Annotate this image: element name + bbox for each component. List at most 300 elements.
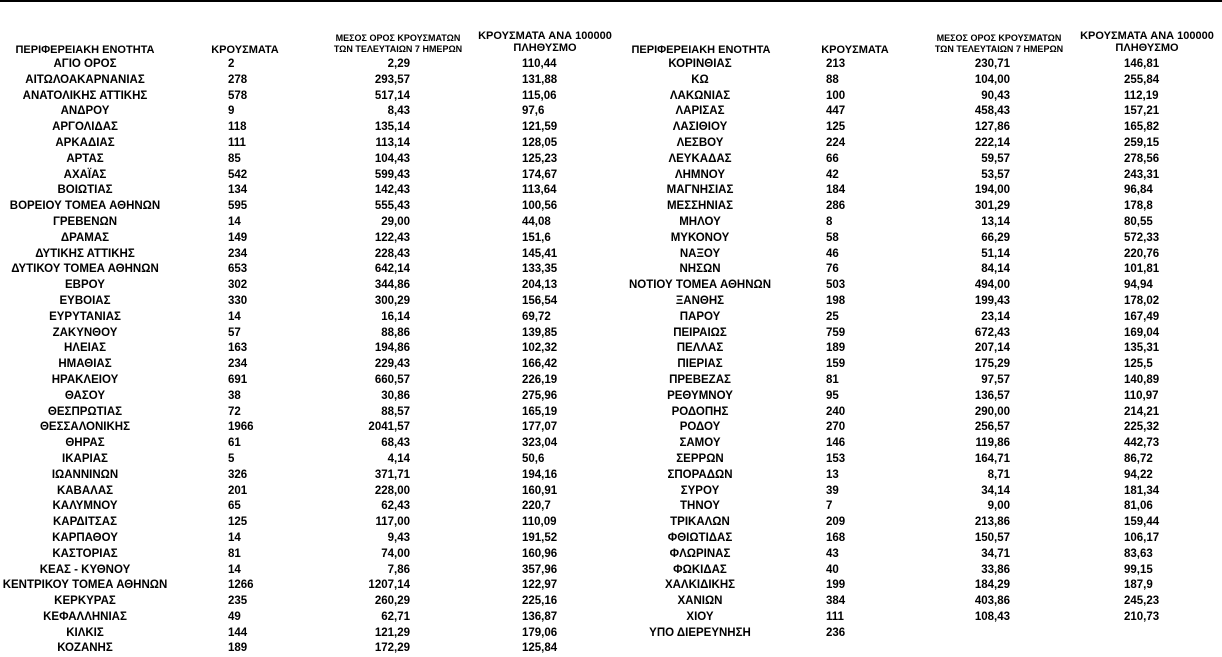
table-row (0, 183, 612, 199)
rate-cell: 226,19 (522, 373, 558, 386)
rate-cell: 106,17 (1124, 531, 1160, 544)
table-row (612, 136, 1222, 152)
cases-cell: 14 (228, 215, 241, 228)
region-cell: ΤΗΝΟΥ (680, 500, 720, 513)
table-row (612, 247, 1222, 263)
cases-cell: 100 (826, 89, 846, 102)
avg-cell: 672,43 (974, 326, 1010, 339)
region-cell: ΜΗΛΟΥ (679, 215, 721, 228)
rate-cell: 86,72 (1124, 452, 1153, 465)
rate-cell: 572,33 (1124, 231, 1160, 244)
avg-cell: 403,86 (974, 595, 1010, 608)
cases-cell: 1966 (228, 421, 254, 434)
avg-cell: 62,43 (381, 500, 410, 513)
rate-cell: 191,52 (522, 531, 558, 544)
region-cell: ΣΥΡΟΥ (680, 484, 720, 497)
region-cell: ΚΩ (691, 73, 709, 86)
avg-cell: 175,29 (974, 358, 1010, 371)
avg-cell: 213,86 (974, 516, 1010, 529)
avg-cell: 172,29 (374, 642, 410, 655)
table-row (0, 389, 612, 405)
rate-cell: 140,89 (1124, 373, 1160, 386)
cases-cell: 384 (826, 595, 846, 608)
avg-cell: 9,00 (987, 500, 1010, 513)
header-avg-line1: ΜΕΣΟΣ ΟΡΟΣ ΚΡΟΥΣΜΑΤΩΝ (936, 33, 1062, 43)
rate-cell: 115,06 (522, 89, 557, 102)
rate-cell: 181,34 (1124, 484, 1160, 497)
avg-cell: 150,57 (974, 531, 1010, 544)
cases-cell: 9 (228, 105, 235, 118)
rate-cell: 113,64 (522, 184, 557, 197)
table-row (0, 231, 612, 247)
table-row (0, 405, 612, 421)
rate-cell: 255,84 (1124, 73, 1160, 86)
region-cell: ΠΑΡΟΥ (679, 310, 721, 323)
avg-cell: 136,57 (974, 389, 1010, 402)
table-row (0, 420, 612, 436)
cases-cell: 240 (826, 405, 846, 418)
cases-cell: 43 (826, 547, 839, 560)
avg-cell: 293,57 (374, 73, 410, 86)
rate-cell: 323,04 (522, 437, 558, 450)
avg-cell: 228,00 (374, 484, 410, 497)
cases-cell: 213 (826, 58, 846, 70)
cases-cell: 447 (826, 105, 846, 118)
cases-cell: 189 (826, 342, 846, 355)
region-cell: ΧΑΝΙΩΝ (677, 595, 723, 608)
rate-cell: 169,04 (1124, 326, 1160, 339)
cases-cell: 201 (228, 484, 248, 497)
right-table (612, 0, 1222, 656)
header-rate-line2: ΠΛΗΘΥΣΜΟ (513, 42, 577, 54)
rate-cell: 145,41 (522, 247, 558, 260)
cases-cell: 111 (228, 136, 246, 149)
region-cell: ΤΡΙΚΑΛΩΝ (670, 516, 730, 529)
avg-cell: 97,57 (981, 373, 1010, 386)
rate-cell: 110,09 (522, 516, 557, 529)
table-row (612, 104, 1222, 120)
avg-cell: 300,29 (374, 294, 410, 307)
region-cell: ΗΛΕΙΑΣ (63, 342, 107, 355)
table-row (612, 183, 1222, 199)
region-cell: ΚΑΣΤΟΡΙΑΣ (52, 547, 118, 560)
region-cell: ΝΑΞΟΥ (679, 247, 721, 260)
rate-cell: 278,56 (1124, 152, 1160, 165)
table-row (612, 484, 1222, 500)
region-cell: ΑΓΙΟ ΟΡΟΣ (53, 58, 117, 70)
cases-cell: 144 (228, 626, 248, 639)
avg-cell: 30,86 (381, 389, 410, 402)
avg-cell: 344,86 (374, 279, 410, 292)
cases-cell: 125 (826, 121, 846, 134)
avg-cell: 184,29 (974, 579, 1010, 592)
header-avg (318, 33, 478, 55)
rate-cell: 220,76 (1124, 247, 1160, 260)
region-cell: ΜΕΣΣΗΝΙΑΣ (666, 200, 734, 213)
region-cell: ΚΕΦΑΛΛΗΝΙΑΣ (43, 610, 127, 623)
header-region: ΠΕΡΙΦΕΡΕΙΑΚΗ ΕΝΟΤΗΤΑ (631, 44, 771, 56)
cases-cell: 42 (826, 168, 839, 181)
region-cell: ΝΟΤΙΟΥ ΤΟΜΕΑ ΑΘΗΝΩΝ (628, 279, 772, 292)
region-cell: ΛΕΣΒΟΥ (676, 136, 724, 149)
region-cell: ΠΙΕΡΙΑΣ (677, 358, 723, 371)
rate-cell: 167,49 (1124, 310, 1160, 323)
table-row (612, 73, 1222, 89)
avg-cell: 135,14 (374, 121, 410, 134)
table-row (0, 262, 612, 278)
avg-cell: 207,14 (974, 342, 1010, 355)
rate-cell: 275,96 (522, 389, 558, 402)
avg-cell: 301,29 (974, 200, 1010, 213)
region-cell: ΣΠΟΡΑΔΩΝ (667, 468, 733, 481)
cases-cell: 184 (826, 184, 846, 197)
rate-cell: 357,96 (522, 563, 558, 576)
cases-cell: 286 (826, 200, 846, 213)
cases-cell: 542 (228, 168, 248, 181)
table-row (612, 499, 1222, 515)
region-cell: ΘΕΣΣΑΛΟΝΙΚΗΣ (39, 421, 131, 434)
region-cell: ΡΟΔΟΠΗΣ (671, 405, 729, 418)
cases-cell: 81 (228, 547, 241, 560)
rate-cell: 178,8 (1124, 200, 1153, 213)
table-row (612, 341, 1222, 357)
rate-cell: 225,16 (522, 595, 558, 608)
cases-cell: 40 (826, 563, 839, 576)
rate-cell: 128,05 (522, 136, 558, 149)
avg-cell: 7,86 (387, 563, 410, 576)
cases-cell: 14 (228, 310, 241, 323)
header-rate-line1: ΚΡΟΥΣΜΑΤΑ ΑΝΑ 100000 (478, 30, 612, 42)
region-cell: ΒΟΡΕΙΟΥ ΤΟΜΕΑ ΑΘΗΝΩΝ (9, 200, 161, 213)
cases-cell: 58 (826, 231, 839, 244)
rate-cell: 156,54 (522, 294, 558, 307)
right-table-body (612, 57, 1222, 641)
table-row (612, 389, 1222, 405)
table-row (612, 626, 1222, 642)
rate-cell: 210,73 (1124, 610, 1160, 623)
avg-cell: 194,00 (974, 184, 1010, 197)
table-row (0, 326, 612, 342)
avg-cell: 23,14 (981, 310, 1010, 323)
region-cell: ΠΕΛΛΑΣ (676, 342, 724, 355)
avg-cell: 164,71 (974, 452, 1010, 465)
header-cases: ΚΡΟΥΣΜΑΤΑ (211, 44, 279, 56)
region-cell: ΧΙΟΥ (686, 610, 714, 623)
region-cell: ΔΥΤΙΚΟΥ ΤΟΜΕΑ ΑΘΗΝΩΝ (11, 263, 159, 276)
region-cell: ΚΕΡΚΥΡΑΣ (54, 595, 116, 608)
cases-cell: 1266 (228, 579, 254, 592)
rate-cell: 146,81 (1124, 58, 1160, 70)
table-row (0, 610, 612, 626)
avg-cell: 13,14 (981, 215, 1010, 228)
table-row (612, 310, 1222, 326)
table-row (0, 341, 612, 357)
cases-cell: 503 (826, 279, 846, 292)
avg-cell: 90,43 (981, 89, 1010, 102)
region-cell: ΕΒΡΟΥ (65, 279, 105, 292)
avg-cell: 113,14 (375, 136, 410, 149)
avg-cell: 4,14 (387, 452, 410, 465)
avg-cell: 117,00 (375, 516, 410, 529)
avg-cell: 9,43 (387, 531, 410, 544)
table-row (0, 310, 612, 326)
table-row (612, 563, 1222, 579)
region-cell: ΘΑΣΟΥ (64, 389, 106, 402)
cases-cell: 65 (228, 500, 241, 513)
rate-cell: 125,23 (522, 152, 558, 165)
table-row (0, 215, 612, 231)
region-cell: ΕΥΒΟΙΑΣ (59, 294, 111, 307)
region-cell: ΚΕΑΣ - ΚΥΘΝΟΥ (39, 563, 131, 576)
table-row (0, 104, 612, 120)
region-cell: ΞΑΝΘΗΣ (675, 294, 725, 307)
cases-cell: 146 (826, 437, 846, 450)
cases-cell: 578 (228, 89, 248, 102)
cases-cell: 168 (826, 531, 846, 544)
table-row (612, 531, 1222, 547)
header-avg-line1: ΜΕΣΟΣ ΟΡΟΣ ΚΡΟΥΣΜΑΤΩΝ (335, 33, 461, 43)
table-row (0, 531, 612, 547)
avg-cell: 555,43 (374, 200, 410, 213)
cases-cell: 653 (228, 263, 248, 276)
region-cell: ΛΗΜΝΟΥ (674, 168, 726, 181)
table-row (612, 152, 1222, 168)
avg-cell: 68,43 (381, 437, 410, 450)
avg-cell: 53,57 (981, 168, 1010, 181)
rate-cell: 139,85 (522, 326, 558, 339)
table-row (612, 231, 1222, 247)
avg-cell: 599,43 (374, 168, 410, 181)
region-cell: ΚΕΝΤΡΙΚΟΥ ΤΟΜΕΑ ΑΘΗΝΩΝ (2, 579, 168, 592)
cases-cell: 13 (826, 468, 839, 481)
region-cell: ΡΟΔΟΥ (679, 421, 721, 434)
region-cell: ΕΥΡΥΤΑΝΙΑΣ (49, 310, 121, 323)
cases-cell: 153 (826, 452, 846, 465)
table-row (612, 515, 1222, 531)
region-cell: ΦΩΚΙΔΑΣ (673, 563, 727, 576)
region-cell: ΛΕΥΚΑΔΑΣ (668, 152, 732, 165)
avg-cell: 290,00 (974, 405, 1010, 418)
cases-cell: 224 (826, 136, 846, 149)
table-row (612, 168, 1222, 184)
cases-cell: 198 (826, 294, 846, 307)
cases-cell: 76 (826, 263, 839, 276)
rate-cell: 97,6 (522, 105, 545, 118)
cases-cell: 57 (228, 326, 241, 339)
region-cell: ΚΑΛΥΜΝΟΥ (52, 500, 118, 513)
region-cell: ΦΘΙΩΤΙΔΑΣ (667, 531, 733, 544)
avg-cell: 199,43 (974, 294, 1010, 307)
table-row (612, 578, 1222, 594)
region-cell: ΚΟΡΙΝΘΙΑΣ (668, 58, 732, 70)
rate-cell: 204,13 (522, 279, 558, 292)
avg-cell: 62,71 (381, 610, 410, 623)
region-cell: ΣΕΡΡΩΝ (676, 452, 724, 465)
header-rate (470, 30, 620, 54)
avg-cell: 122,43 (374, 231, 410, 244)
cases-cell: 14 (228, 563, 241, 576)
table-row (0, 641, 612, 657)
region-cell: ΑΝΔΡΟΥ (60, 105, 110, 118)
avg-cell: 59,57 (981, 152, 1010, 165)
rate-cell: 101,81 (1124, 263, 1160, 276)
rate-cell: 110,97 (1124, 389, 1159, 402)
avg-cell: 108,43 (974, 610, 1010, 623)
cases-cell: 595 (228, 200, 248, 213)
table-row (612, 262, 1222, 278)
region-cell: ΔΡΑΜΑΣ (60, 231, 110, 244)
avg-cell: 229,43 (374, 358, 410, 371)
cases-cell: 95 (826, 389, 839, 402)
region-cell: ΧΑΛΚΙΔΙΚΗΣ (664, 579, 736, 592)
cases-cell: 691 (228, 373, 248, 386)
rate-cell: 174,67 (522, 168, 558, 181)
cases-cell: 330 (228, 294, 248, 307)
avg-cell: 642,14 (374, 263, 410, 276)
cases-cell: 209 (826, 516, 846, 529)
table-row (612, 278, 1222, 294)
table-row (0, 626, 612, 642)
rate-cell: 177,07 (522, 421, 558, 434)
header-region: ΠΕΡΙΦΕΡΕΙΑΚΗ ΕΝΟΤΗΤΑ (15, 44, 155, 56)
region-cell: ΑΙΤΩΛΟΑΚΑΡΝΑΝΙΑΣ (25, 73, 145, 86)
rate-cell: 94,22 (1124, 468, 1153, 481)
avg-cell: 2,29 (387, 58, 410, 70)
cases-cell: 85 (228, 152, 241, 165)
table-row (612, 215, 1222, 231)
table-row (0, 484, 612, 500)
avg-cell: 517,14 (374, 89, 410, 102)
avg-cell: 104,43 (374, 152, 410, 165)
header-rate-line2: ΠΛΗΘΥΣΜΟ (1115, 42, 1179, 54)
region-cell: ΠΕΙΡΑΙΩΣ (673, 326, 727, 339)
avg-cell: 256,57 (974, 421, 1010, 434)
region-cell: ΓΡΕΒΕΝΩΝ (52, 215, 118, 228)
region-cell: ΚΑΒΑΛΑΣ (56, 484, 114, 497)
avg-cell: 230,71 (974, 58, 1010, 70)
avg-cell: 222,14 (974, 136, 1010, 149)
rate-cell: 125,84 (522, 642, 558, 655)
header-avg-line2: ΤΩΝ ΤΕΛΕΥΤΑΙΩΝ 7 ΗΜΕΡΩΝ (333, 44, 463, 54)
rate-cell: 187,9 (1124, 579, 1153, 592)
header-avg-line2: ΤΩΝ ΤΕΛΕΥΤΑΙΩΝ 7 ΗΜΕΡΩΝ (934, 44, 1064, 54)
avg-cell: 371,71 (374, 468, 410, 481)
avg-cell: 2041,57 (368, 421, 410, 434)
table-row (0, 515, 612, 531)
table-row (612, 436, 1222, 452)
rate-cell: 220,7 (522, 500, 551, 513)
rate-cell: 122,97 (522, 579, 558, 592)
rate-cell: 159,44 (1124, 516, 1160, 529)
header-avg (924, 33, 1074, 55)
cases-cell: 72 (228, 405, 241, 418)
region-cell: ΚΟΖΑΝΗΣ (57, 642, 113, 655)
avg-cell: 119,86 (975, 437, 1010, 450)
rate-cell: 94,94 (1124, 279, 1153, 292)
cases-cell: 25 (826, 310, 839, 323)
region-cell: ΥΠΟ ΔΙΕΡΕΥΝΗΣΗ (649, 626, 751, 639)
cases-cell: 189 (228, 642, 248, 655)
region-cell: ΚΙΛΚΙΣ (66, 626, 104, 639)
rate-cell: 165,82 (1124, 121, 1160, 134)
avg-cell: 260,29 (374, 595, 410, 608)
table-row (612, 420, 1222, 436)
region-cell: ΔΥΤΙΚΗΣ ΑΤΤΙΚΗΣ (35, 247, 135, 260)
region-cell: ΛΑΚΩΝΙΑΣ (669, 89, 731, 102)
table-row (0, 278, 612, 294)
cases-cell: 38 (228, 389, 241, 402)
rate-cell: 69,72 (522, 310, 551, 323)
rate-cell: 110,44 (522, 58, 557, 70)
region-cell: ΦΛΩΡΙΝΑΣ (669, 547, 731, 560)
region-cell: ΖΑΚΥΝΘΟΥ (52, 326, 118, 339)
avg-cell: 458,43 (974, 105, 1010, 118)
cases-cell: 278 (228, 73, 248, 86)
table-row (0, 578, 612, 594)
rate-cell: 99,15 (1124, 563, 1153, 576)
avg-cell: 121,29 (374, 626, 410, 639)
cases-cell: 2 (228, 58, 235, 70)
table-row (0, 57, 612, 73)
rate-cell: 133,35 (522, 263, 558, 276)
region-cell: ΣΑΜΟΥ (679, 437, 721, 450)
cases-cell: 81 (826, 373, 839, 386)
cases-cell: 111 (826, 610, 844, 623)
rate-cell: 121,59 (522, 121, 558, 134)
table-row (0, 199, 612, 215)
table-row (0, 294, 612, 310)
table-row (0, 152, 612, 168)
cases-cell: 134 (228, 184, 248, 197)
table-row (612, 452, 1222, 468)
table-row (612, 468, 1222, 484)
region-cell: ΗΡΑΚΛΕΙΟΥ (51, 373, 119, 386)
cases-cell: 118 (228, 121, 247, 134)
table-row (612, 294, 1222, 310)
region-cell: ΗΜΑΘΙΑΣ (58, 358, 112, 371)
region-cell: ΑΡΚΑΔΙΑΣ (55, 136, 115, 149)
avg-cell: 34,71 (981, 547, 1010, 560)
table-row (0, 73, 612, 89)
avg-cell: 8,71 (987, 468, 1010, 481)
avg-cell: 104,00 (974, 73, 1010, 86)
table-row (0, 547, 612, 563)
table-row (0, 499, 612, 515)
cases-cell: 199 (826, 579, 846, 592)
region-cell: ΝΗΣΩΝ (679, 263, 721, 276)
rate-cell: 96,84 (1124, 184, 1153, 197)
avg-cell: 51,14 (981, 247, 1010, 260)
rate-cell: 225,32 (1124, 421, 1160, 434)
table-row (612, 594, 1222, 610)
rate-cell: 44,08 (522, 215, 551, 228)
avg-cell: 194,86 (374, 342, 410, 355)
rate-cell: 157,21 (1124, 105, 1160, 118)
cases-cell: 759 (826, 326, 846, 339)
cases-cell: 66 (826, 152, 839, 165)
region-cell: ΙΩΑΝΝΙΝΩΝ (51, 468, 119, 481)
table-row (0, 247, 612, 263)
rate-cell: 259,15 (1124, 136, 1160, 149)
table-row (612, 547, 1222, 563)
table-row (612, 199, 1222, 215)
region-cell: ΛΑΣΙΘΙΟΥ (672, 121, 728, 134)
rate-cell: 83,63 (1124, 547, 1153, 560)
rate-cell: 160,96 (522, 547, 558, 560)
cases-cell: 8 (826, 215, 833, 228)
cases-cell: 234 (228, 247, 248, 260)
rate-cell: 112,19 (1124, 89, 1159, 102)
